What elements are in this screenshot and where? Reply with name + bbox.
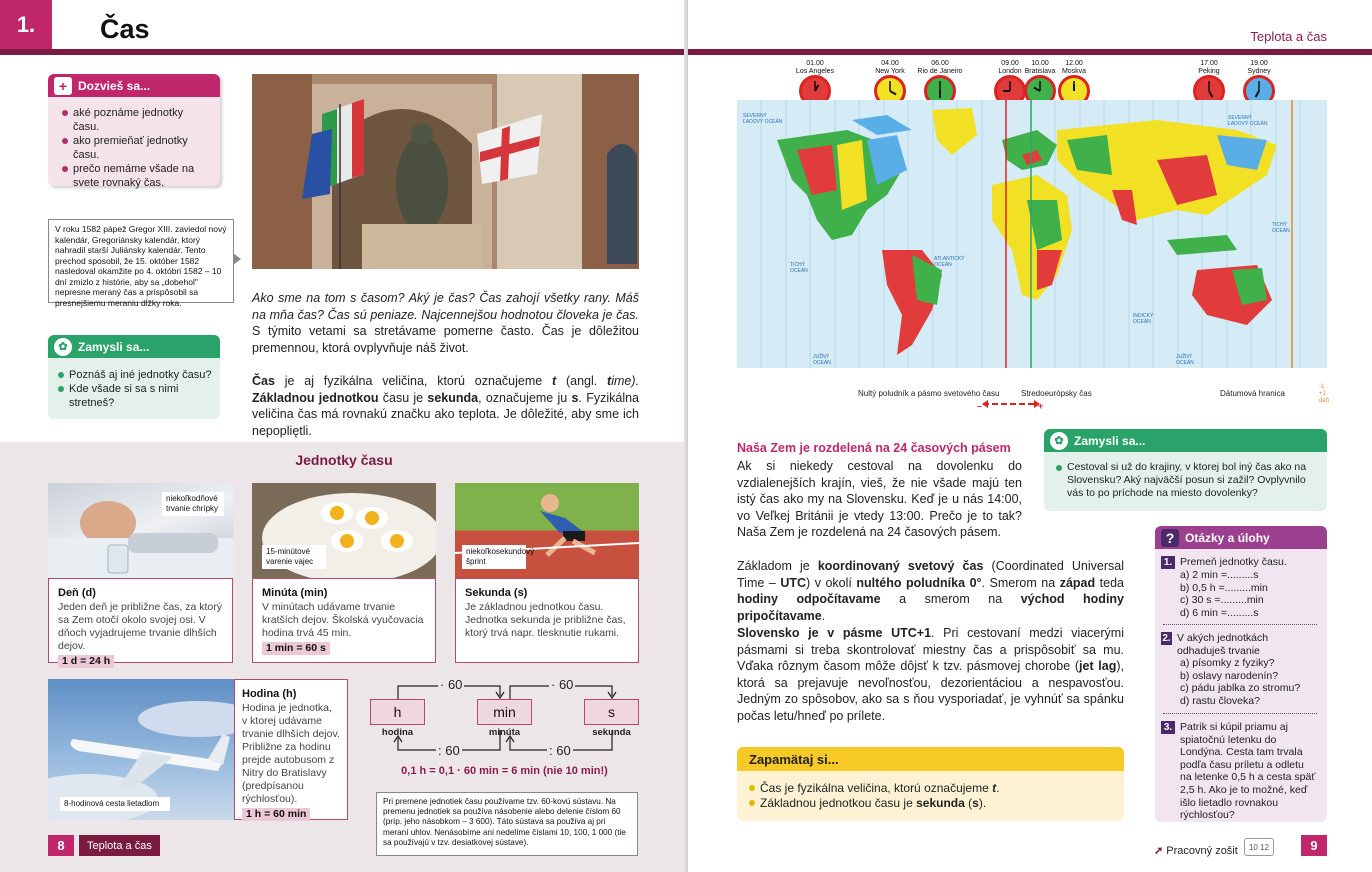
header-bar: [688, 49, 1372, 55]
zones-paragraph: Ak si niekedy cestoval na dovolenku do vzdialenejších krajín, vieš, že nie všade majú ten istý čas ako my na Slovensku. Keď je u nás 14:00, vo Veľkej Británii je vtedy 13:00. Prečo je to tak? Naša Zem je rozdelená na 24 časových pásem.: [737, 459, 1022, 540]
dozvies-box: [48, 74, 220, 189]
card-title: Deň (d): [58, 587, 96, 599]
intro-italic: Ako sme na tom s časom? Aký je čas? Čas zahojí všetky rany. Máš na mňa čas? Čas sú peniaze. Najcennejšou hodnotou človeka je čas.: [252, 291, 639, 322]
workbook-pages-icon: 10 12: [1244, 838, 1274, 856]
card-tag: 8-hodinová cesta lietadlom: [60, 797, 170, 811]
list-item: Čas je fyzikálna veličina, ktorú označujeme t.: [749, 781, 1109, 796]
hour-card: [234, 679, 348, 820]
card-text: Jeden deň je približne čas, za ktorý sa Zem otočí okolo svojej osi. V dňoch vyjadrujeme trvanie dlhších dejov.: [58, 601, 223, 652]
clock-label: 12.00 Moskva: [1061, 60, 1087, 75]
card-tag: niekoľkosekundový šprint: [462, 545, 526, 569]
card-tag: niekoľkodňové trvanie chrípky: [162, 492, 224, 516]
zapamataj-title: Zapamätaj si...: [737, 747, 1124, 771]
zero-meridian-label: Nultý poludník a pásmo svetového času: [858, 389, 1000, 398]
zamysli-list: [58, 368, 214, 410]
world-time-zone-map: [737, 100, 1327, 380]
list-item: Poznáš aj iné jednotky času?: [58, 368, 214, 382]
day-card: [48, 578, 233, 667]
statue-photo: [252, 74, 639, 269]
chapter-number: 1.: [0, 0, 52, 49]
div-label: : 60: [438, 743, 460, 758]
list-item: Kde všade si sa s nimi stretneš?: [58, 382, 214, 410]
ocean-label: JUŽNÝ OCEÁN: [1176, 354, 1194, 366]
mul-label: · 60: [551, 677, 574, 692]
ocean-label: SEVERNÝ ĽADOVÝ OCEÁN: [743, 113, 783, 125]
second-card: [455, 578, 639, 663]
minus-sign: –: [977, 401, 983, 411]
task-2: 2. V akých jednotkách odhaduješ trvanie a) písomky z fyziky? b) oslavy narodenín? c) pádu jablka zo stromu? d) rastu človeka?: [1162, 632, 1301, 707]
zamysli-box-right: [1044, 429, 1327, 511]
ocean-label: TICHÝ OCEÁN: [790, 262, 808, 274]
plus-sign: +: [1038, 401, 1044, 411]
intro-text: [252, 290, 639, 356]
card-text: Hodina je jednotka, v ktorej udávame trvanie dlhších dejov. Približne za hodinu prejde autobusom z Nitry do Bratislavy (predpísanou rýchlosťou).: [242, 702, 340, 805]
definition-text: Čas je aj fyzikálna veličina, ktorú označujeme t (angl. time). Základnou jednotkou času je sekunda, označujeme ju s. Fyzikálna veličina čas má rovnakú značku ako teplota. Je dôležité, aby sme ich nepopliętli.: [252, 374, 639, 438]
zamysli-box: [48, 335, 220, 419]
card-tag: 15-minútové varenie vajec: [262, 545, 326, 569]
ocean-label: ATLANTICKÝ OCEÁN: [934, 256, 965, 268]
ocean-label: JUŽNÝ OCEÁN: [813, 354, 831, 366]
zamysli-list: [1056, 461, 1321, 500]
tasks-title: Otázky a úlohy: [1185, 530, 1270, 545]
ocean-label: INDICKÝ OCEÁN: [1133, 313, 1154, 325]
date-line-shift: -1 +1 deň: [1319, 384, 1330, 404]
zamysli-title: Zamysli sa...: [78, 339, 150, 354]
list-item: Základnou jednotkou času je sekunda (s).: [749, 796, 1109, 811]
card-text: V minútach udávame trvanie kratších dejov. Školská vyučovacia hodina trvá 45 min.: [262, 601, 424, 639]
card-title: Sekunda (s): [465, 587, 528, 599]
conversion-note: Pri premene jednotiek času používame tzv. 60-kovú sústavu. Na premenu jednotiek sa používa násobenie alebo delenie číslom 60 (príp. jeho násobkom – 3 600). Táto sústava sa používa aj pri meraní uhlov. Nenásobíme ani nedelíme číslami 10, 100, 1 000 (tie sa používajú v tzv. desiatkovej sústave).: [376, 792, 638, 856]
card-pill: 1 min = 60 s: [262, 642, 330, 655]
ocean-label: SEVERNÝ ĽADOVÝ OCEÁN: [1228, 115, 1268, 127]
question-icon: ?: [1161, 529, 1179, 547]
zapamataj-list: [749, 781, 1109, 811]
page-number: 8: [48, 835, 74, 856]
card-title: Minúta (min): [262, 587, 328, 599]
clock-label: 10.00 Bratislava: [1024, 60, 1056, 75]
right-page: [688, 0, 1372, 872]
unit-box-minute: min: [477, 699, 532, 725]
unit-box-hour: h: [370, 699, 425, 725]
zones-heading: Naša Zem je rozdelená na 24 časových pásem: [737, 441, 1011, 455]
running-header: Teplota a čas: [1250, 29, 1327, 44]
unit-name: minúta: [488, 727, 521, 738]
clock-label: 19.00 Sydney: [1247, 60, 1271, 75]
card-pill: 1 d = 24 h: [58, 655, 114, 668]
card-pill: 1 h = 60 min: [242, 808, 310, 821]
clock-label: 04.00 New York: [875, 60, 905, 75]
chapter-title: Čas: [100, 14, 150, 44]
central-europe-label: Stredoeurópsky čas: [1021, 389, 1092, 398]
brain-icon: ✿: [1050, 432, 1068, 450]
workbook-link[interactable]: ➚ Pracovný zošit: [1154, 845, 1238, 857]
unit-name: sekunda: [592, 727, 631, 738]
utc-paragraph: Základom je koordinovaný svetový čas (Coordinated Universal Time – UTC) v okolí nultého poludníka 0°. Smerom na západ teda hodiny odpočítavame a smerom na východ hodiny pripočítavame.: [737, 559, 1125, 623]
task-1: 1. Premeň jednotky času. a) 2 min =.........s b) 0,5 h =.........min c) 30 s =.........min d) 6 min =.........s: [1161, 556, 1321, 619]
footer-label: Teplota a čas: [79, 835, 160, 856]
mul-label: · 60: [440, 677, 463, 692]
dozvies-title: Dozvieš sa...: [78, 78, 151, 93]
page-number: 9: [1301, 835, 1327, 856]
minute-card: [252, 578, 436, 663]
clock-label: 01.00 Los Angeles: [795, 60, 835, 75]
list-item: prečo nemáme všade na svete rovnaký čas.: [62, 162, 212, 190]
div-label: : 60: [549, 743, 571, 758]
intro-rest: S týmito vetami sa stretávame pomerne často. Čas je dôležitou premennou, ktorá ovplyvňuje náš život.: [252, 324, 639, 355]
clock-label: 09.00 London: [998, 60, 1022, 75]
task-3: 3. Patrik si kúpil priamu aj spiatočnú letenku do Londýna. Cesta tam trvala podľa času príletu a odletu na letenke 0,5 h a cesta späť 2,5 h. Ako je to možné, keď išlo lietadlo rovnakou rýchlosťou?: [1161, 721, 1316, 822]
list-item: ako premieňať jednotky času.: [62, 134, 212, 162]
conversion-example: 0,1 h = 0,1 · 60 min = 6 min (nie 10 min!): [401, 765, 608, 777]
header-bar: [0, 49, 688, 55]
card-title: Hodina (h): [242, 688, 297, 700]
history-note: V roku 1582 pápež Gregor XIII. zaviedol nový kalendár, Gregoriánsky kalendár, ktorý nahradil starší Juliánsky kalendár. Tento prechod sposobil, že 15. október 1582 nasledoval okamžite po 4. októbri 1582 – 10 dní zmizlo z histórie, aby sa „dobehol" nepresne meraný čas a prispôsobil sa presnejšiemu meraniu dĺžky roka.: [48, 219, 234, 303]
zapamataj-box: [737, 747, 1124, 821]
brain-icon: ✿: [54, 338, 72, 356]
clock-label: 06.00 Rio de Janeiro: [917, 60, 963, 75]
list-item: Cestoval si už do krajiny, v ktorej bol iný čas ako na Slovensku? Aký najväčší posun si zažil? Ovplyvnilo vás to po príchode na miesto dovolenky?: [1056, 461, 1321, 500]
units-title: Jednotky času: [295, 452, 393, 468]
date-line-label: Dátumová hranica: [1220, 389, 1285, 398]
zamysli-title: Zamysli sa...: [1074, 433, 1146, 448]
plus-icon: +: [54, 77, 72, 95]
unit-name: hodina: [381, 727, 414, 738]
list-item: aké poznáme jednotky času.: [62, 106, 212, 134]
arrow-icon: ➚: [1154, 845, 1164, 857]
ocean-label: TICHÝ OCEÁN: [1272, 222, 1290, 234]
card-text: Je základnou jednotkou času. Jednotka sekunda je približne čas, ktorý trvá napr. tlesknutie rukami.: [465, 601, 626, 639]
unit-box-second: s: [584, 699, 639, 725]
slovakia-paragraph: Slovensko je v pásme UTC+1. Pri cestovaní medzi viacerými pásmami si treba skontrolovať miestny čas a prispôsobiť sa mu. Vďaka rôznym časom môže dôjsť k tzv. pásmovej chorobe (jet lag), ktorá sa prejavuje nevoľnosťou, dezorientáciou a nespavosťou. Jedným zo spôsobov, ako sa s ňou vysporiadať, je vyhnúť sa spánku počas letu/hneď po prílete.: [737, 626, 1124, 723]
clock-label: 17.00 Peking: [1198, 60, 1220, 75]
dozvies-list: [62, 106, 212, 190]
